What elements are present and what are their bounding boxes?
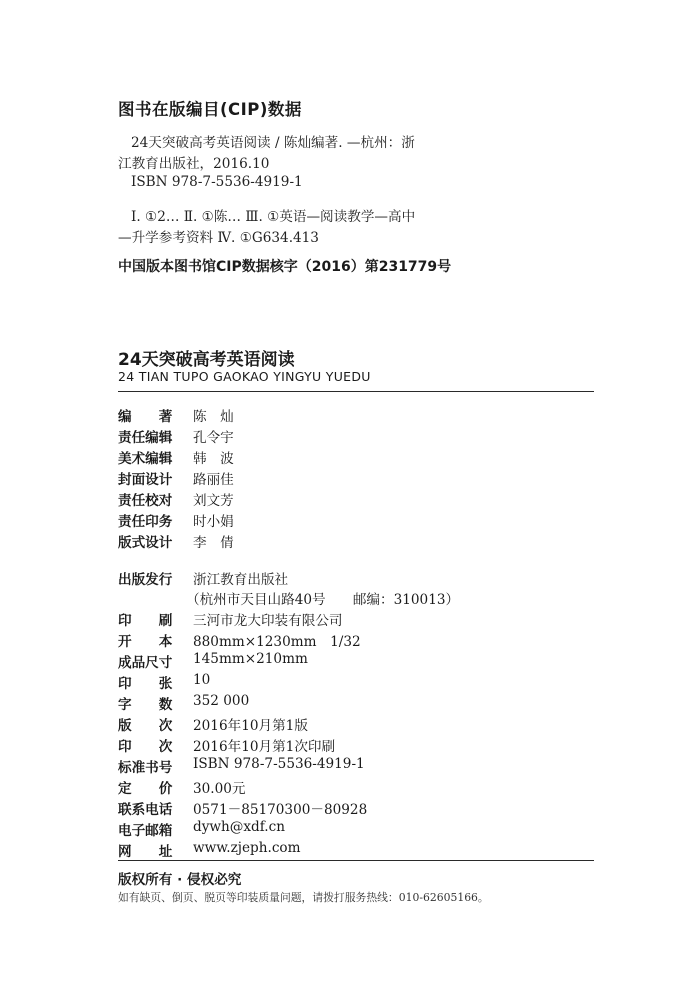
detail-label: 版 次	[118, 718, 173, 734]
detail-label: 印 次	[118, 739, 173, 755]
copyright-notice: 版权所有 · 侵权必究	[118, 872, 242, 888]
staff-value: 路丽佳	[193, 472, 234, 488]
detail-value: dywh@xdf.cn	[193, 819, 285, 835]
detail-label: 定 价	[118, 781, 173, 797]
detail-label: 网 址	[118, 844, 173, 860]
cip-check-number: 中国版本图书馆CIP数据核字（2016）第231779号	[118, 259, 452, 275]
publisher-address: （杭州市天目山路40号 邮编：310013）	[186, 592, 460, 608]
staff-value: 孔令宇	[193, 430, 234, 446]
publisher-label: 出版发行	[118, 572, 173, 588]
detail-value: 2016年10月第1次印刷	[193, 739, 336, 755]
cip-line-classification-1: Ⅰ. ①2… Ⅱ. ①陈… Ⅲ. ①英语—阅读教学—高中	[131, 209, 416, 225]
book-title: 24天突破高考英语阅读	[118, 350, 295, 370]
detail-value: 352 000	[193, 693, 250, 709]
footer-divider	[118, 860, 594, 861]
detail-label: 印 张	[118, 676, 173, 692]
staff-label: 封面设计	[118, 472, 173, 488]
detail-value: www.zjeph.com	[193, 840, 301, 856]
detail-label: 字 数	[118, 697, 173, 713]
staff-label: 编 著	[118, 409, 173, 425]
detail-label: 标准书号	[118, 760, 173, 776]
book-pinyin-title: 24 TIAN TUPO GAOKAO YINGYU YUEDU	[118, 369, 371, 384]
detail-value: 0571－85170300－80928	[193, 802, 368, 818]
detail-label: 成品尺寸	[118, 655, 173, 671]
cip-line-publisher: 江教育出版社，2016.10	[118, 156, 270, 172]
detail-value: 145mm×210mm	[193, 651, 308, 667]
detail-label: 联系电话	[118, 802, 173, 818]
detail-value: 三河市龙大印装有限公司	[193, 613, 343, 629]
staff-label: 版式设计	[118, 535, 173, 551]
publisher-value: 浙江教育出版社	[193, 572, 289, 588]
cip-line-classification-2: —升学参考资料 Ⅳ. ①G634.413	[118, 230, 319, 246]
title-divider	[118, 391, 594, 392]
service-hotline-notice: 如有缺页、倒页、脱页等印装质量问题，请拨打服务热线：010-62605166。	[118, 891, 489, 904]
cip-heading: 图书在版编目(CIP)数据	[118, 100, 302, 119]
cip-line-title: 24天突破高考英语阅读 / 陈灿编著. —杭州：浙	[131, 135, 415, 151]
staff-value: 时小娟	[193, 514, 234, 530]
staff-value: 刘文芳	[193, 493, 234, 509]
staff-label: 责任编辑	[118, 430, 173, 446]
detail-value: ISBN 978-7-5536-4919-1	[193, 756, 365, 772]
detail-label: 开 本	[118, 634, 173, 650]
cip-line-isbn: ISBN 978-7-5536-4919-1	[131, 174, 303, 190]
staff-value: 李 倩	[193, 535, 234, 551]
detail-label: 印 刷	[118, 613, 173, 629]
staff-label: 责任校对	[118, 493, 173, 509]
staff-value: 陈 灿	[193, 409, 234, 425]
detail-value: 880mm×1230mm 1/32	[193, 634, 361, 650]
detail-label: 电子邮箱	[118, 823, 173, 839]
staff-label: 美术编辑	[118, 451, 173, 467]
staff-value: 韩 波	[193, 451, 234, 467]
staff-label: 责任印务	[118, 514, 173, 530]
detail-value: 30.00元	[193, 781, 246, 797]
detail-value: 10	[193, 672, 211, 688]
detail-value: 2016年10月第1版	[193, 718, 308, 734]
